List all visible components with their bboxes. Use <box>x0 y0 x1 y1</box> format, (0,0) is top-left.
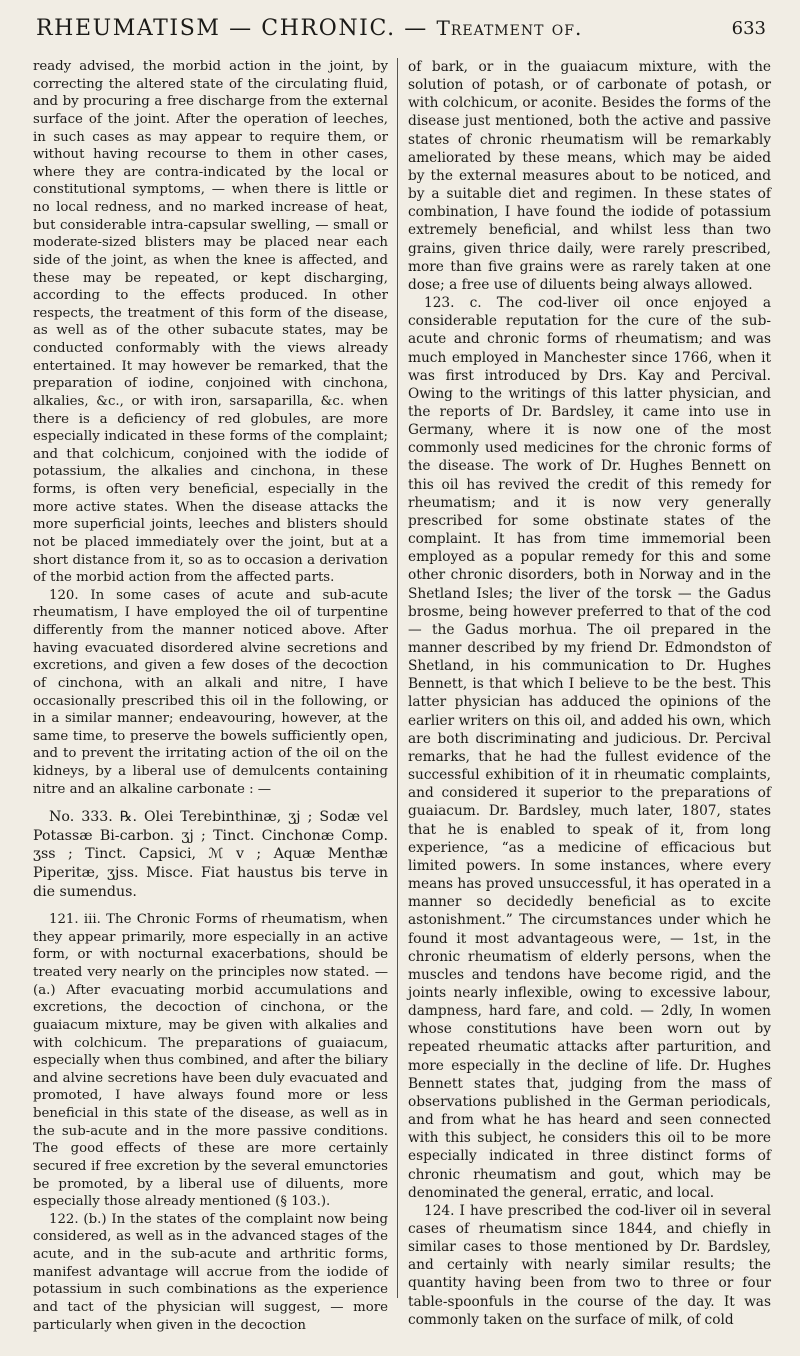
right-column <box>408 58 771 1329</box>
page-number: 633 <box>731 17 766 39</box>
paragraph-123: 123. c. The cod-liver oil once enjoyed a considerable reputation for the cure of the sub-acute and chronic forms of rheumatism; and was much employed in Manchester since 1766, when it was first introduced by Drs. Kay and Percival. Owing to the writings of this latter physician, and the reports of Dr. Bardsley, it came into use in Germany, where it is now one of the most commonly used medicines for the chronic forms of the disease. The work of Dr. Hughes Bennett on this oil has revived the credit of this remedy for rheumatism; and it is now very generally prescribed for some obstinate states of the complaint. It has from time immemorial been employed as a popular remedy for this and some other chronic disorders, both in Norway and in the Shetland Isles; the liver of the torsk — the Gadus brosme, being however preferred to that of the cod — the Gadus morhua. The oil prepared in the manner described by my friend Dr. Edmondston of Shetland, in his communication to Dr. Hughes Bennett, is that which I believe to be the best. This latter physician has adduced the opinions of the earlier writers on this oil, and added his own, which are both discriminating and judicious. Dr. Percival remarks, that he had the fullest evidence of the successful exhibition of it in rheumatic complaints, and considered it superior to the preparations of guaiacum. Dr. Bardsley, much later, 1807, states that he is enabled to speak of it, from long experience, “as a medicine of efficacious but limited powers. In some instances, where every means has proved unsuccessful, it has operated in a manner so decidedly beneficial as to excite astonishment.” The circumstances under which he found it most advantageous were, — 1st, in the chronic rheumatism of elderly persons, when the muscles and tendons have become rigid, and the joints nearly inflexible, owing to excessive labour, dampness, hard fare, and cold. — 2dly, In women whose constitutions have been worn out by repeated rheumatic attacks after parturition, and more especially in the decline of life. Dr. Hughes Bennett states that, judging from the mass of observations published in the German periodicals, and from what he has heard and seen connected with this subject, he considers this oil to be more especially indicated in three distinct forms of chronic rheumatism and gout, which may be denominated the general, erratic, and local. <box>408 295 771 1201</box>
running-header <box>36 8 766 48</box>
running-title <box>36 16 582 41</box>
column-divider <box>397 58 398 1298</box>
paragraph-124: 124. I have prescribed the cod-liver oil in several cases of rheumatism since 1844, and chiefly in similar cases to those mentioned by Dr. Bardsley, and certainly with nearly similar results; the quantity having been from two to three or four table-spoonfuls in the course of the day. It was commonly taken on the surface of milk, of cold <box>408 1202 771 1328</box>
paragraph-120: 120. In some cases of acute and sub-acute rheumatism, I have employed the oil of turpentine differently from the manner noticed above. After having evacuated disordered alvine secretions and excretions, and given a few doses of the decoction of cinchona, with an alkali and nitre, I have occasionally prescribed this oil in the following, or in a similar manner; endeavouring, however, at the same time, to preserve the bowels sufficiently open, and to prevent the irritating action of the oil on the kidneys, by a liberal use of demulcents containing nitre and an alkaline carbonate : — <box>33 587 388 797</box>
paragraph-continuation: ready advised, the morbid action in the joint, by correcting the altered state of the circulating fluid, and by procuring a free discharge from the external surface of the joint. After the operation of leeches, in such cases as may appear to require them, or without having recourse to them in other cases, where they are contra-indicated by the local or constitutional symptoms, — when there is little or no local redness, and no marked increase of heat, but considerable intra-capsular swelling, — small or moderate-sized blisters may be placed near each side of the joint, as when the knee is affected, and these may be repeated, or kept discharging, according to the effects produced. In other respects, the treatment of this form of the disease, as well as of the other subacute states, may be conducted conformably with the views already entertained. It may however be remarked, that the preparation of iodine, conjoined with cinchona, alkalies, &c., or with iron, sarsaparilla, &c. when there is a deficiency of red globules, are more especially indicated in these forms of the complaint; and that colchicum, conjoined with the iodide of potassium, the alkalies and cinchona, in these forms, is often very beneficial, especially in the more active states. When the disease attacks the more superficial joints, leeches and blisters should not be placed immediately over the joint, but at a short distance from it, so as to occasion a derivation of the morbid action from the affected parts. <box>33 59 388 586</box>
running-title-sub: Treatment of. <box>436 15 583 40</box>
paragraph-121: 121. iii. The Chronic Forms of rheumatism, when they appear primarily, more especially in an active form, or with nocturnal exacerbations, should be treated very nearly on the principles now stated. — (a.) After evacuating morbid accumulations and excretions, the decoction of cinchona, or the guaiacum mixture, may be given with alkalies and with colchicum. The preparations of guaiacum, especially when thus combined, and after the biliary and alvine secretions have been duly evacuated and promoted, I have always found more or less beneficial in this state of the disease, as well as in the sub-acute and in the more passive conditions. The good effects of these are more certainly secured if free excretion by the several emunctories be promoted, by a liberal use of diluents, more especially those already mentioned (§ 103.). <box>33 912 388 1210</box>
running-title-main: RHEUMATISM — CHRONIC. — <box>36 15 428 41</box>
paragraph-continuation-right: of bark, or in the guaiacum mixture, with the solution of potash, or of carbonate of potash, or with colchicum, or aconite. Besides the forms of the disease just mentioned, both the active and passive states of chronic rheumatism will be remarkably ameliorated by these means, which may be aided by the external measures about to be noticed, and by a suitable diet and regimen. In these states of combination, I have found the iodide of potassium extremely beneficial, and whilst less than two grains, given thrice daily, were rarely prescribed, more than five grains were as rarely taken at one dose; a free use of diluents being always allowed. <box>408 59 771 293</box>
left-column <box>33 58 388 1334</box>
paragraph-122: 122. (b.) In the states of the complaint now being considered, as well as in the advanced stages of the acute, and in the sub-acute and arthritic forms, manifest advantage will accrue from the iodide of potassium in such combinations as the experience and tact of the physician will suggest, — more particularly when given in the decoction <box>33 1211 388 1333</box>
prescription-333: No. 333. ℞. Olei Terebinthinæ, ʒj ; Sodæ vel Potassæ Bi-carbon. ʒj ; Tinct. Cinchonæ Comp. ʒss ; Tinct. Capsici, ℳ v ; Aquæ Menthæ Piperitæ, ʒjss. Misce. Fiat haustus bis terve in die sumendus. <box>33 809 388 900</box>
